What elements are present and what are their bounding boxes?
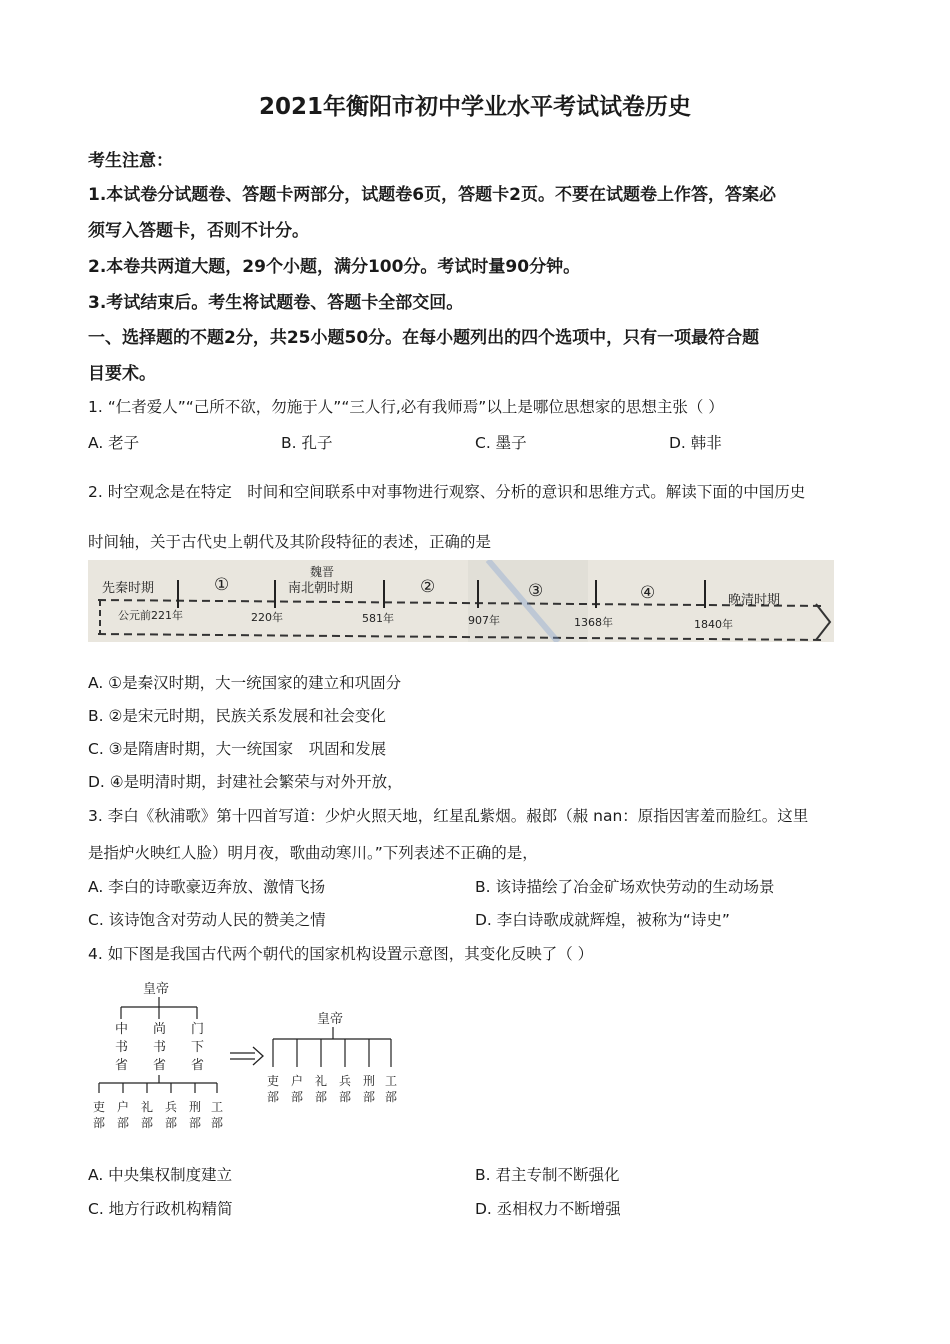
period-north-south: 南北朝时期 bbox=[288, 581, 354, 596]
period-1: ① bbox=[214, 575, 230, 595]
right-emperor: 皇帝 bbox=[317, 1012, 344, 1027]
date-907: 907年 bbox=[468, 614, 500, 627]
left-emperor: 皇帝 bbox=[143, 982, 170, 997]
date-221bc: 公元前221年 bbox=[118, 609, 183, 622]
question-1-stem: 1. “仁者爱人”“己所不欲，勿施于人”“三人行,必有我师焉”以上是哪位思想家的思想主张（ ） bbox=[88, 398, 724, 416]
q3-option-d: D. 李白诗歌成就辉煌，被称为“诗史” bbox=[475, 911, 730, 929]
section-heading-cont: 目要术。 bbox=[88, 364, 156, 384]
right-ministry-label: 兵部 bbox=[339, 1074, 352, 1104]
notice-heading: 考生注意： bbox=[88, 151, 173, 171]
section-heading: 一、选择题的不题2分，共25小题50分。在每小题列出的四个选项中，只有一项最符合题 bbox=[88, 328, 760, 348]
q1-option-b: B. 孔子 bbox=[281, 434, 333, 452]
date-1840: 1840年 bbox=[694, 618, 733, 631]
date-581: 581年 bbox=[362, 612, 394, 625]
right-ministry-label: 礼部 bbox=[315, 1074, 328, 1104]
left-ministry-label: 吏部 bbox=[93, 1100, 106, 1130]
province-label: 中书省 bbox=[115, 1022, 129, 1073]
notice-item-1-cont: 须写入答题卡，否则不计分。 bbox=[88, 221, 309, 241]
q2-option-d: D. ④是明清时期，封建社会繁荣与对外开放， bbox=[88, 773, 403, 791]
right-ministry-label: 户部 bbox=[291, 1074, 304, 1104]
left-ministry-label: 兵部 bbox=[165, 1100, 178, 1130]
period-pre-qin: 先秦时期 bbox=[102, 581, 155, 596]
q2-option-a: A. ①是秦汉时期，大一统国家的建立和巩固分 bbox=[88, 674, 402, 692]
question-2-stem-cont: 时间轴，关于古代史上朝代及其阶段特征的表述，正确的是 bbox=[88, 533, 492, 551]
q4-option-c: C. 地方行政机构精简 bbox=[88, 1200, 233, 1218]
left-ministry-label: 户部 bbox=[117, 1100, 130, 1130]
q3-option-b: B. 该诗描绘了冶金矿场欢快劳动的生动场景 bbox=[475, 878, 775, 896]
notice-item-2: 2.本卷共两道大题，29个小题，满分100分。考试时量90分钟。 bbox=[88, 257, 581, 277]
q4-option-a: A. 中央集权制度建立 bbox=[88, 1166, 233, 1184]
period-3: ③ bbox=[528, 581, 544, 601]
period-late-qing: 晚清时期 bbox=[728, 593, 781, 608]
q2-option-c: C. ③是隋唐时期，大一统国家 巩固和发展 bbox=[88, 740, 387, 758]
notice-item-1: 1.本试卷分试题卷、答题卡两部分，试题卷6页，答题卡2页。不要在试题卷上作答，答案必 bbox=[88, 185, 776, 205]
period-2: ② bbox=[420, 577, 436, 597]
page-title: 2021年衡阳市初中学业水平考试试卷历史 bbox=[258, 94, 691, 120]
q1-option-c: C. 墨子 bbox=[475, 434, 527, 452]
date-220: 220年 bbox=[251, 611, 283, 624]
province-label: 门下省 bbox=[191, 1022, 205, 1073]
q2-option-b: B. ②是宋元时期，民族关系发展和社会变化 bbox=[88, 707, 386, 725]
right-ministry-label: 刑部 bbox=[363, 1074, 376, 1104]
q3-option-a: A. 李白的诗歌豪迈奔放、激情飞扬 bbox=[88, 878, 326, 896]
question-2-stem: 2. 时空观念是在特定 时间和空间联系中对事物进行观察、分析的意识和思维方式。解读下面的中国历史 bbox=[88, 483, 806, 501]
q3-option-c: C. 该诗饱含对劳动人民的赞美之情 bbox=[88, 911, 326, 929]
q4-option-b: B. 君主专制不断强化 bbox=[475, 1166, 620, 1184]
province-label: 尚书省 bbox=[153, 1022, 167, 1073]
notice-item-3: 3.考试结束后。考生将试题卷、答题卡全部交回。 bbox=[88, 293, 464, 313]
government-structure-diagram bbox=[85, 975, 415, 1145]
left-ministry-label: 礼部 bbox=[141, 1100, 154, 1130]
q1-option-a: A. 老子 bbox=[88, 434, 140, 452]
question-3-stem: 3. 李白《秋浦歌》第十四首写道：少炉火照天地，红星乱紫烟。赧郎（赧 nan：原指因害羞而脸红。这里 bbox=[88, 807, 809, 825]
question-4-stem: 4. 如下图是我国古代两个朝代的国家机构设置示意图，其变化反映了（ ） bbox=[88, 945, 594, 963]
question-3-stem-cont: 是指炉火映红人脸）明月夜，歌曲动寒川。”下列表述不正确的是， bbox=[88, 844, 538, 862]
left-ministry-label: 工部 bbox=[211, 1100, 224, 1130]
right-ministry-label: 吏部 bbox=[267, 1074, 280, 1104]
q4-option-d: D. 丞相权力不断增强 bbox=[475, 1200, 621, 1218]
history-timeline bbox=[88, 560, 834, 642]
left-ministry-label: 刑部 bbox=[189, 1100, 202, 1130]
q1-option-d: D. 韩非 bbox=[669, 434, 722, 452]
period-wei-jin: 魏晋 bbox=[310, 565, 335, 579]
date-1368: 1368年 bbox=[574, 616, 613, 629]
period-4: ④ bbox=[640, 583, 656, 603]
right-ministry-label: 工部 bbox=[385, 1074, 398, 1104]
